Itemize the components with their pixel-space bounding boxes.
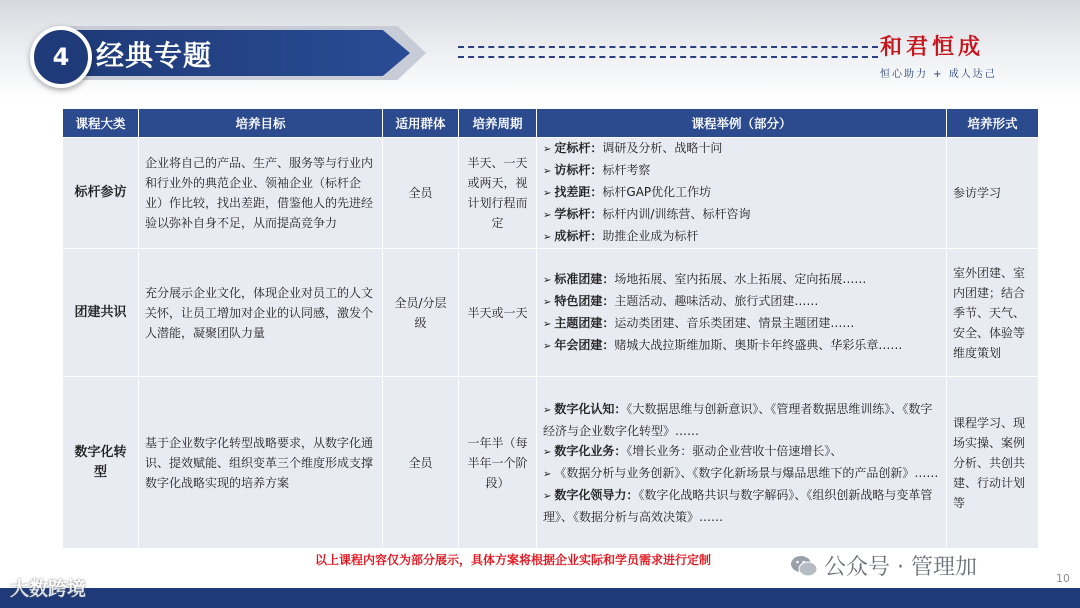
page-number: 10 bbox=[1056, 572, 1070, 585]
example-item: ➢ 数字化认知：《大数据思维与创新意识》、《管理者数据思维训练》、《数字经济与企业数字化转型》…… bbox=[543, 401, 933, 438]
row-form: 课程学习、现场实操、案例分析、共创共建、行动计划等 bbox=[947, 377, 1039, 549]
row-examples bbox=[537, 138, 947, 249]
arrow-bullet-icon: ➢ bbox=[543, 232, 552, 243]
arrow-bullet-icon: ➢ bbox=[543, 490, 552, 502]
table-row bbox=[63, 377, 1039, 549]
example-item: ➢ 年会团建：赌城大战拉斯维加斯、奥斯卡年终盛典、华彩乐章…… bbox=[543, 337, 903, 352]
row-form: 参访学习 bbox=[947, 138, 1039, 249]
arrow-bullet-icon: ➢ bbox=[543, 340, 552, 352]
example-item: ➢ 成标杆：助推企业成为标杆 bbox=[543, 229, 699, 243]
header-audience: 适用群体 bbox=[383, 109, 459, 138]
section-title: 经典专题 bbox=[96, 39, 213, 72]
example-item: ➢ 访标杆：标杆考察 bbox=[543, 163, 651, 177]
example-item: ➢ 数字化业务：《增长业务：驱动企业营收十倍速增长》、 bbox=[543, 443, 843, 458]
header-form: 培养形式 bbox=[947, 109, 1039, 138]
footer-bar bbox=[0, 588, 1080, 608]
arrow-bullet-icon: ➢ bbox=[543, 318, 552, 330]
arrow-bullet-icon: ➢ bbox=[543, 188, 552, 199]
row-audience: 全员/分层级 bbox=[383, 249, 459, 377]
row-examples bbox=[537, 249, 947, 377]
row-goal: 充分展示企业文化，体现企业对员工的人文关怀，让员工增加对企业的认同感，激发个人潜能，凝聚团队力量 bbox=[139, 249, 383, 377]
example-item: ➢ 主题团建：运动类团建、音乐类团建、情景主题团建…… bbox=[543, 315, 855, 330]
row-goal: 企业将自己的产品、生产、服务等与行业内和行业外的典范企业、领袖企业（标杆企业）作比较，找出差距，借鉴他人的先进经验以弥补自身不足，从而提高竞争力 bbox=[139, 138, 383, 249]
arrow-bullet-icon: ➢ bbox=[543, 144, 552, 155]
example-item: ➢ 定标杆：调研及分析、战略十问 bbox=[543, 141, 723, 155]
section-banner bbox=[30, 22, 425, 84]
wechat-text: 公众号 · 管理加 bbox=[824, 555, 977, 580]
course-table bbox=[62, 108, 1039, 549]
logo-name: 和君恒成 bbox=[880, 35, 985, 60]
wechat-account-label bbox=[790, 550, 977, 581]
row-category: 数字化转型 bbox=[63, 377, 139, 549]
decorative-dash-line-bottom bbox=[458, 56, 878, 58]
example-item: ➢ 找差距：标杆GAP优化工作坊 bbox=[543, 185, 712, 199]
arrow-bullet-icon: ➢ bbox=[543, 274, 552, 286]
table-header-row bbox=[63, 109, 1039, 138]
arrow-bullet-icon: ➢ bbox=[543, 210, 552, 221]
row-form: 室外团建、室内团建；结合季节、天气、安全、体验等维度策划 bbox=[947, 249, 1039, 377]
arrow-bullet-icon: ➢ bbox=[543, 446, 552, 458]
footnote: 以上课程内容仅为部分展示，具体方案将根据企业实际和学员需求进行定制 bbox=[315, 553, 712, 567]
example-item: ➢ 数字化领导力：《数字化战略共识与数字解码》、《组织创新战略与变革管理》、《数据分析与高效决策》…… bbox=[543, 487, 933, 524]
row-examples bbox=[537, 377, 947, 549]
row-goal: 基于企业数字化转型战略要求，从数字化通识、提效赋能、组织变革三个维度形成支撑数字化战略实现的培养方案 bbox=[139, 377, 383, 549]
arrow-bullet-icon: ➢ bbox=[543, 296, 552, 308]
row-period: 半天、一天或两天，视计划行程而定 bbox=[459, 138, 537, 249]
decorative-dash-line-top bbox=[458, 46, 878, 48]
example-item: ➢ 标准团建：场地拓展、室内拓展、水上拓展、定向拓展…… bbox=[543, 271, 867, 286]
header-period: 培养周期 bbox=[459, 109, 537, 138]
watermark: 大数跨境 bbox=[10, 578, 87, 600]
header-goal: 培养目标 bbox=[139, 109, 383, 138]
row-audience: 全员 bbox=[383, 138, 459, 249]
row-period: 一年半（每半年一个阶段） bbox=[459, 377, 537, 549]
section-number-badge: 4 bbox=[30, 26, 92, 88]
row-category: 标杆参访 bbox=[63, 138, 139, 249]
row-audience: 全员 bbox=[383, 377, 459, 549]
arrow-bullet-icon: ➢ bbox=[543, 166, 552, 177]
header-category: 课程大类 bbox=[63, 109, 139, 138]
row-period: 半天或一天 bbox=[459, 249, 537, 377]
row-category: 团建共识 bbox=[63, 249, 139, 377]
example-item: ➢ 特色团建：主题活动、趣味活动、旅行式团建…… bbox=[543, 293, 819, 308]
header-examples: 课程举例（部分） bbox=[537, 109, 947, 138]
wechat-icon bbox=[790, 554, 818, 578]
table-row bbox=[63, 138, 1039, 249]
arrow-bullet-icon: ➢ bbox=[543, 468, 552, 480]
arrow-bullet-icon: ➢ bbox=[543, 404, 552, 416]
example-item: ➢ 《数据分析与业务创新》、《数字化新场景与爆品思维下的产品创新》…… bbox=[543, 465, 939, 480]
company-logo bbox=[880, 30, 1040, 80]
logo-slogan: 恒心助力 + 成人达己 bbox=[880, 69, 997, 80]
example-item: ➢ 学标杆：标杆内训/训练营、标杆咨询 bbox=[543, 207, 751, 221]
table-row bbox=[63, 249, 1039, 377]
